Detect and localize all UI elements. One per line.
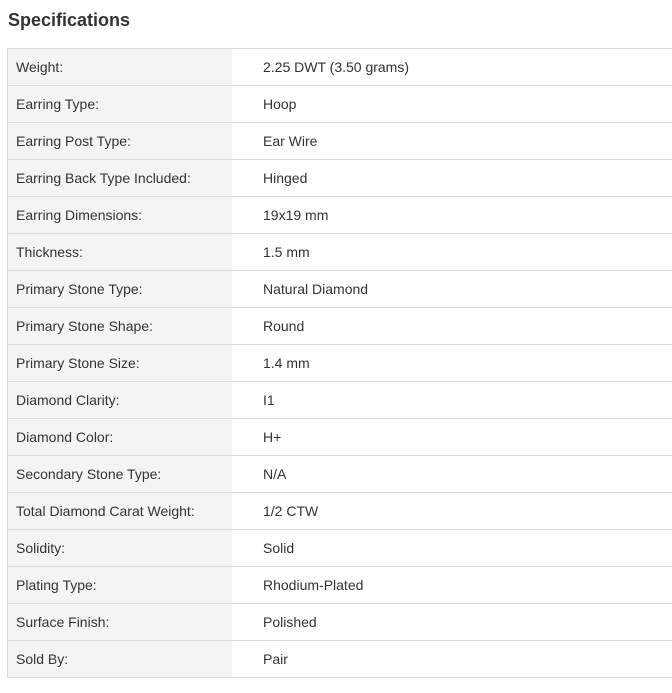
spec-label: Earring Type: (8, 86, 233, 123)
spec-value: Pair (232, 641, 672, 678)
spec-value: Polished (232, 604, 672, 641)
section-title: Specifications (8, 10, 131, 30)
spec-label: Plating Type: (8, 567, 233, 604)
spec-row-solidity (8, 530, 672, 567)
spec-row-sold-by (8, 641, 672, 678)
spec-row-plating-type (8, 567, 672, 604)
spec-label: Surface Finish: (8, 604, 233, 641)
spec-label: Diamond Clarity: (8, 382, 233, 419)
spec-label: Solidity: (8, 530, 233, 567)
spec-value: Natural Diamond (232, 271, 672, 308)
spec-value: Hoop (232, 86, 672, 123)
spec-label: Secondary Stone Type: (8, 456, 233, 493)
spec-row-earring-back-type (8, 160, 672, 197)
spec-label: Primary Stone Type: (8, 271, 233, 308)
spec-value: 2.25 DWT (3.50 grams) (232, 49, 672, 86)
spec-label: Primary Stone Size: (8, 345, 233, 382)
spec-label: Earring Post Type: (8, 123, 233, 160)
spec-value: 19x19 mm (232, 197, 672, 234)
spec-value: Solid (232, 530, 672, 567)
spec-value: Hinged (232, 160, 672, 197)
spec-row-thickness (8, 234, 672, 271)
spec-row-weight (8, 49, 672, 86)
spec-value: Rhodium-Plated (232, 567, 672, 604)
spec-row-earring-type (8, 86, 672, 123)
spec-row-primary-stone-type (8, 271, 672, 308)
spec-label: Sold By: (8, 641, 233, 678)
spec-label: Weight: (8, 49, 233, 86)
specifications-table (7, 48, 672, 678)
spec-row-primary-stone-shape (8, 308, 672, 345)
spec-row-diamond-color (8, 419, 672, 456)
spec-row-secondary-stone-type (8, 456, 672, 493)
spec-label: Total Diamond Carat Weight: (8, 493, 233, 530)
spec-row-earring-dimensions (8, 197, 672, 234)
spec-value: 1/2 CTW (232, 493, 672, 530)
spec-row-diamond-clarity (8, 382, 672, 419)
spec-row-earring-post-type (8, 123, 672, 160)
spec-value: 1.5 mm (232, 234, 672, 271)
spec-value: N/A (232, 456, 672, 493)
spec-label: Primary Stone Shape: (8, 308, 233, 345)
spec-label: Earring Back Type Included: (8, 160, 233, 197)
spec-value: 1.4 mm (232, 345, 672, 382)
spec-label: Diamond Color: (8, 419, 233, 456)
spec-value: Ear Wire (232, 123, 672, 160)
spec-row-surface-finish (8, 604, 672, 641)
spec-row-total-carat-weight (8, 493, 672, 530)
spec-row-primary-stone-size (8, 345, 672, 382)
spec-label: Earring Dimensions: (8, 197, 233, 234)
spec-label: Thickness: (8, 234, 233, 271)
spec-value: I1 (232, 382, 672, 419)
spec-value: H+ (232, 419, 672, 456)
spec-value: Round (232, 308, 672, 345)
